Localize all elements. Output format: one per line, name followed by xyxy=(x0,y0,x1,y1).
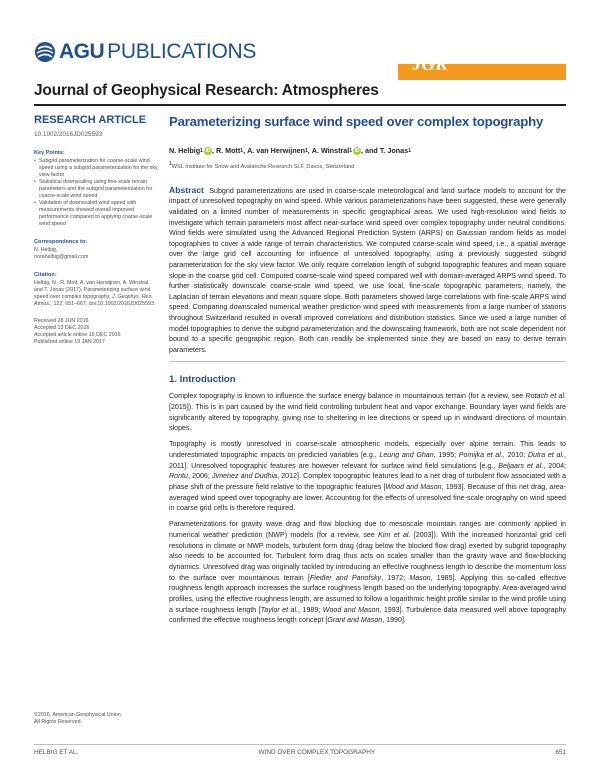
publications-wordmark: PUBLICATIONS xyxy=(107,40,257,63)
author[interactable] xyxy=(169,146,212,156)
key-points-list xyxy=(34,158,158,228)
agu-globe-icon xyxy=(34,41,56,63)
paragraph: Topography is mostly unresolved in coarse-scale atmospheric models, especially over alpine terrain. This leads to underestimated topographic impacts on predicted variables [e.g., Leung and Ghan, 1995; Pomijka et al., 2010; Dutra et al., 2011]. Unresolved topographic features are however relevant for surface wind field simulations [e.g., Beljaars et al., 2004; Rontu, 2006; Jimenez and Dudhia, 2012]. Complex topographic features lead to a net drag of turbulent flow associated with a phase shift of the pressure field relative to the topographic features [Wood and Mason, 1993]. Because of this net drag, area-averaged wind speed over topography are lower. Accounting for the effects of unresolved fine-scale orography on wind speed in coarse grid cells is therefore required. xyxy=(169,440,567,513)
citation-journal: J. Geophys. Res. Atmos., xyxy=(34,294,153,307)
reference-link[interactable]: Grant and Mason xyxy=(327,616,383,625)
author[interactable] xyxy=(216,146,243,156)
jgr-badge: JGR xyxy=(412,54,448,75)
page-footer xyxy=(34,744,566,757)
header-rule xyxy=(34,104,566,106)
journal-title: Journal of Geophysical Research: Atmospheres xyxy=(34,82,379,99)
key-point: • Statistical downscaling using fine-scale terrain parameters and the subgrid parameterization for coarse-scale wind speed xyxy=(34,179,158,200)
reference-link[interactable]: Mason xyxy=(409,573,431,582)
section-heading: 1. Introduction xyxy=(169,374,236,386)
footer-authors: HELBIG ET AL. xyxy=(34,749,79,756)
article-title: Parameterizing surface wind speed over complex topography xyxy=(169,114,544,129)
key-point: • Subgrid parameterization for coarse-scale wind speed using a subgrid parameterization for the sky view factor xyxy=(34,158,158,179)
date-published: Published online 19 JAN 2017 xyxy=(34,339,105,345)
reference-link[interactable]: Beljaars et al. xyxy=(498,461,544,470)
reference-link[interactable]: Wood and Mason xyxy=(385,482,442,491)
affiliation-sup: 1 xyxy=(169,161,172,167)
footer-running-title: WIND OVER COMPLEX TOPOGRAPHY xyxy=(258,749,376,756)
reference-link[interactable]: Fiedler and Panofsky xyxy=(309,573,382,582)
author-affiliation-sup: 1 xyxy=(349,148,353,154)
doi[interactable]: 10.1002/2016JD025593 xyxy=(34,131,103,138)
correspondence-email[interactable]: norahelbig@gmail.com xyxy=(34,254,89,260)
agu-logo xyxy=(34,40,256,64)
author-name: A. van Herwijnen xyxy=(247,146,305,155)
paragraph: Parameterizations for gravity wave drag and flow blocking due to mesoscale mountain ranges are commonly applied in numerical weather prediction (NWP) models (for a review, see Kim et al. [2003]). With the increased horizontal grid cell resolutions in climate or NWP models, turbulent form drag (drag below the blocked flow drag) exerted by subgrid topography also needs to be accounted for. Turbulent form drag thus acts on scales smaller than the gravity wave and flow-blocking dynamics. Unresolved drag was originally tackled by introducing an effective roughness length to describe the momentum loss to the surface over mountainous terrain [Fiedler and Panofsky, 1972; Mason, 1985]. Applying this so-called effective roughness length approach increases the surface roughness length based on the underlying topography. Area-averaged wind profiles, using the effective roughness length, are assumed to follow a logarithmic height profile similar to the wind profile using a surface roughness length [Taylor et al., 1989; Wood and Mason, 1993]. Turbulence data measured well above topography confirmed the effective roughness length concept [Grant and Mason, 1990]. xyxy=(169,520,566,625)
reference-link[interactable]: Leung and Ghan xyxy=(379,450,434,459)
copyright xyxy=(34,712,122,726)
author[interactable] xyxy=(365,146,411,156)
reference-link[interactable]: Kim et al. xyxy=(378,530,411,539)
agu-wordmark: AGU xyxy=(59,40,105,63)
author-affiliation-sup: 1 xyxy=(240,148,244,154)
reference-link[interactable]: Wood and Mason xyxy=(322,605,380,614)
citation-doi[interactable]: 122, 651–667, doi:10.1002/2016JD025593. xyxy=(53,301,156,307)
abstract-text: Subgrid parameterizations are used in coarse-scale meteorological and land surface models to account for the impact of unresolved topography on wind speed. While various parameterizations have been suggested, these were generally validated on a limited number of measurements in specific geographical areas. We used high-resolution wind fields to investigate which terrain parameters most affect near-surface wind speed over complex topography under neutral conditions. Wind fields were simulated using the Advanced Regional Prediction System (ARPS) on Gaussian random fields as model topographies to cover a wide range of terrain characteristics. We computed coarse-scale wind speed, i.e., a spatial average over the large grid cell accounting for influence of unresolved topography, using a previously suggested subgrid parameterization for the sky view factor. We only require correlation length of subgrid topographic features and mean square slope in the coarse grid cell. Computed coarse-scale wind speed compared well with domain-averaged ARPS wind speed. To further statistically downscale coarse-scale wind speed, we use local, fine-scale topographic parameters, namely, the Laplacian of terrain elevations and mean square slope. Both parameters showed large correlations with fine-scale ARPS wind speed. Comparing downscaled numerical weather prediction wind speed with measurements from a large number of stations throughout Switzerland resulted in overall improved correlations and distribution statistics. Since we used a large number of model topographies to derive the subgrid parameterization and the downscaling framework, both are not scale dependent nor bound to a specific geographic region. Both can readily be implemented since they are based on easy to derive terrain parameters. xyxy=(169,186,566,354)
affiliation xyxy=(169,160,566,171)
affiliation-text: WSL Institute for Snow and Avalanche Research SLF, Davos, Switzerland xyxy=(171,163,355,170)
author-affiliation-sup: 1 xyxy=(200,148,203,154)
author-name: and T. Jonas xyxy=(365,146,409,155)
key-points-heading: Key Points: xyxy=(34,150,65,156)
correspondence-heading: Correspondence to: xyxy=(34,239,88,245)
abstract xyxy=(169,185,566,356)
reference-link[interactable]: Taylor et al. xyxy=(260,605,299,614)
reference-link[interactable]: Rotach et al. xyxy=(525,392,566,401)
author[interactable] xyxy=(247,146,308,156)
abstract-rule xyxy=(169,361,566,362)
author-name: R. Mott xyxy=(215,146,241,155)
reference-link[interactable]: Dutra et al. xyxy=(527,450,565,459)
date-accepted-online: Accepted article online 16 DEC 2016 xyxy=(34,332,121,338)
page-number: 651 xyxy=(555,749,566,756)
copyright-line-2: All Rights Reserved. xyxy=(34,719,82,725)
article-main xyxy=(169,114,566,626)
date-received: Received 28 JUN 2016 xyxy=(34,318,89,324)
article-type: RESEARCH ARTICLE xyxy=(34,114,147,126)
date-accepted: Accepted 13 DEC 2016 xyxy=(34,325,90,331)
author-affiliation-sup: 1 xyxy=(305,148,308,154)
orcid-icon[interactable]: iD xyxy=(205,148,211,154)
sidebar xyxy=(34,114,158,346)
author-affiliation-sup: 1 xyxy=(408,148,411,154)
author[interactable] xyxy=(312,146,361,156)
citation-text: Helbig, N., R. Mott, A. van Herwijnen, A. Winstral, and T. Jonas (2017), Parameterizing surface wind speed over complex topography, xyxy=(34,280,151,300)
citation-heading: Citation: xyxy=(34,272,57,278)
orcid-icon[interactable]: iD xyxy=(354,148,360,154)
copyright-line-1: ©2016. American Geophysical Union. xyxy=(34,712,123,718)
author-name: N. Helbig xyxy=(169,146,201,155)
reference-link[interactable]: Pomijka et al. xyxy=(458,450,503,459)
key-point: • Validation of downscaled wind speed with measurements showed overall improved performance compared to applying coarse-scale wind speed xyxy=(34,200,158,228)
author-list: N. Helbig 1 iD , R. Mott 1 , A. van Herwijnen 1 , A. Winstral 1 iD , and T. Jonas 1 xyxy=(169,146,411,155)
citation xyxy=(34,280,158,308)
abstract-label: Abstract xyxy=(169,184,204,195)
author-name: A. Winstral xyxy=(311,146,350,155)
paragraph: Complex topography is known to influence the surface energy balance in mountainous terrain (for a review, see Rotach et al. [2015]). This is in part caused by the wind field controlling turbulent heat and vapor exchange. Boundary layer wind fields are significantly altered by topography, giving rise to sheltering in lee directions or speed up in windward directions of mountain slopes. xyxy=(169,392,566,433)
correspondence-name: N. Helbig, xyxy=(34,247,58,253)
reference-link[interactable]: Rontu xyxy=(169,472,188,481)
reference-link[interactable]: Jimenez and Dudhia xyxy=(212,472,278,481)
